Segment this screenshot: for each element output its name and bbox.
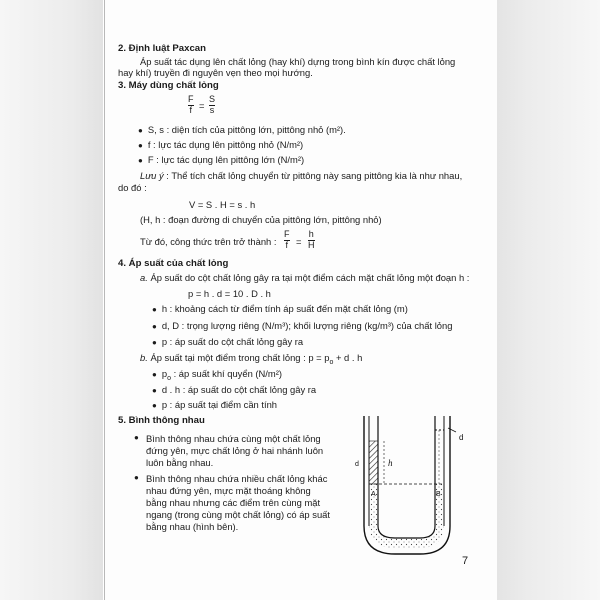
s5-bullet-2-line1: Bình thông nhau chứa nhiều chất lỏng khác (146, 473, 328, 484)
label-d-left: d (355, 461, 359, 468)
s4-sub-bullet-2: ● d . h : áp suất do cột chất lỏng gây ra (152, 384, 317, 395)
s4-sub-bullet-1-subscript: o (167, 374, 171, 382)
fraction-S-over-s (209, 95, 215, 115)
s4-a-text: Áp suất do cột chất lỏng gây ra tại một điểm cách mặt chất lỏng một đoạn h : (150, 272, 470, 283)
frac-numerator: F (188, 94, 194, 104)
s4-b-line (140, 352, 362, 368)
pressure-formula: p = h . d = 10 . D . h (188, 288, 271, 299)
s4-bullet-2: ● d, D : trọng lượng riêng (N/m³); khối lượng riêng (kg/m³) của chất lỏng (152, 320, 453, 331)
s5-bullet-2-dot: ● (134, 473, 139, 482)
s3-bullet-1-text: S, s : diện tích của pittông lớn, pittông nhỏ (m²). (147, 124, 346, 135)
frac-denominator: f (189, 105, 192, 115)
note-line1 (140, 170, 462, 181)
s3-bullet-3: ● F : lực tác dụng lên pittông lớn (N/m²) (138, 154, 305, 165)
s4-sub-bullet-1-var: p (161, 368, 168, 379)
frac-denominator: s (209, 105, 215, 115)
hatched-liquid-column (369, 441, 378, 484)
s4-bullet-3-text: p : áp suất do cột chất lỏng gây ra (161, 336, 304, 347)
s4-b-label: b. (140, 352, 148, 363)
frac-denominator: H (308, 240, 315, 250)
frac-denominator: f (285, 240, 288, 250)
fraction-F-over-f-2 (284, 230, 290, 250)
s4-bullet-2-text: d, D : trọng lượng riêng (N/m³); khối lượng riêng (kg/m³) của chất lỏng (161, 320, 453, 331)
s4-sub-bullet-1: ● $p_o$ : áp suất khí quyển (N/m²) (152, 368, 282, 382)
s4-sub-bullet-1-text: : áp suất khí quyển (N/m²) (170, 368, 282, 379)
s4-bullet-1: ● h : khoảng cách từ điểm tính áp suất đến mặt chất lỏng (m) (152, 303, 408, 314)
note-label: Lưu ý (140, 170, 164, 181)
equals-sign: = (199, 100, 205, 111)
s3-bullet-2: ● f : lực tác dụng lên pittông nhỏ (N/m²) (138, 139, 304, 150)
label-d-right: d (459, 433, 464, 442)
s5-bullet-2-line2: nhau đứng yên, mực mặt thoáng không (146, 485, 311, 496)
s4-b-subscript: o (329, 358, 334, 366)
label-B: B (436, 491, 441, 498)
s4-a-line (140, 272, 469, 283)
s3-bullet-1: ● S, s : diện tích của pittông lớn, pittông nhỏ (m²). (138, 124, 346, 135)
scan-background-left (0, 0, 103, 600)
section-3-title: 3. Máy dùng chất lỏng (118, 80, 219, 91)
note-line2: do đó : (118, 182, 147, 193)
label-h: h (388, 458, 393, 468)
s4-sub-bullet-3-text: p : áp suất tại điểm cần tính (161, 399, 278, 410)
s5-bullet-2-line3: bằng nhau nhưng các điểm trên cùng mặt (146, 497, 321, 508)
frac-numerator: S (209, 94, 216, 104)
formula-intro: Từ đó, công thức trên trở thành : (140, 236, 277, 247)
volume-formula: V = S . H = s . h (189, 199, 256, 210)
s3-bullet-2-text: f : lực tác dụng lên pittông nhỏ (N/m²) (147, 139, 304, 150)
section-5-title: 5. Bình thông nhau (118, 415, 205, 426)
s4-bullet-3: ● p : áp suất do cột chất lỏng gây ra (152, 336, 304, 347)
s5-bullet-2-line5: bằng nhau (hình bên). (146, 521, 239, 532)
s5-bullet-1-line3: luôn bằng nhau. (146, 457, 214, 468)
scan-background-right (497, 0, 600, 600)
s4-b-text: Áp suất tại một điểm trong chất lỏng : p = p (150, 352, 330, 363)
frac-numerator: F (284, 229, 290, 239)
s5-bullet-2-line4: ngang (trong cùng một chất lỏng) có áp suất (146, 509, 330, 520)
section-2-para-line2: hay khí) truyền đi nguyên vẹn theo mọi hướng. (118, 67, 313, 78)
fraction-F-over-f (188, 95, 194, 115)
s4-sub-bullet-2-text: d . h : áp suất do cột chất lỏng gây ra (161, 384, 317, 395)
section-2-title: 2. Định luật Paxcan (118, 43, 206, 54)
s4-sub-bullet-3: ● p : áp suất tại điểm cần tính (152, 399, 278, 410)
s4-a-label: a. (140, 272, 148, 283)
vessel-inner-wall (378, 416, 435, 538)
s5-bullet-1-line1: Bình thông nhau chứa cùng một chất lỏng (146, 433, 321, 444)
note-parenthetical: (H, h : đoạn đường di chuyển của pittông lớn, pittông nhỏ) (140, 214, 382, 225)
frac-numerator: h (308, 229, 314, 239)
communicating-vessels-figure (340, 408, 480, 568)
note-text: : Thể tích chất lỏng chuyển từ pittông này sang pittông kia là như nhau, (163, 170, 463, 181)
d-arrow-right (448, 428, 456, 432)
fraction-h-over-H (308, 230, 315, 250)
section-4-title: 4. Áp suất của chất lỏng (118, 258, 229, 269)
label-A: A (371, 491, 376, 498)
s5-bullet-1-line2: đứng yên, mực chất lỏng ở hai nhánh luôn (146, 445, 324, 456)
s3-bullet-3-text: F : lực tác dụng lên pittông lớn (N/m²) (147, 154, 305, 165)
equals-sign: = (296, 236, 302, 247)
page-number: 7 (462, 555, 469, 567)
s4-bullet-1-text: h : khoảng cách từ điểm tính áp suất đến mặt chất lỏng (m) (161, 303, 408, 314)
s4-b-tail: + d . h (333, 352, 363, 363)
section-2-para-line1: Áp suất tác dụng lên chất lỏng (hay khí) dựng trong bình kín được chất lỏng (140, 56, 456, 67)
s5-bullet-1-dot: ● (134, 433, 139, 442)
